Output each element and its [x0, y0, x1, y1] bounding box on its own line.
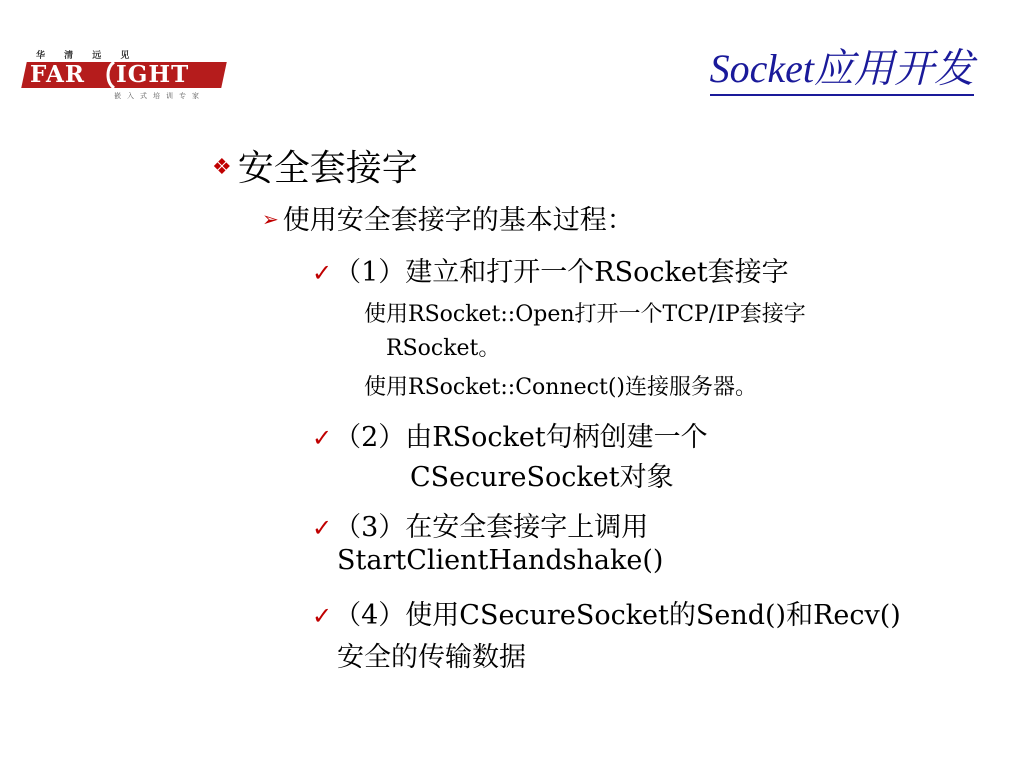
- step-4-continuation: 安全的传输数据: [337, 642, 526, 673]
- arrow-bullet-icon: ➢: [262, 207, 279, 231]
- step-1-detail-3: 使用RSocket::Connect()连接服务器。: [364, 375, 757, 400]
- logo-top-text: 华 清 远 见: [36, 51, 138, 61]
- step-4: [312, 593, 901, 632]
- subheading-text: 使用安全套接字的基本过程：: [282, 205, 634, 236]
- diamond-bullet-icon: ❖: [212, 155, 232, 180]
- logo-swoosh-icon: [104, 60, 116, 90]
- step-1-detail-2: RSocket。: [386, 336, 501, 361]
- farsight-logo: [24, 42, 229, 102]
- check-icon: ✓: [312, 514, 333, 542]
- step-3-text: （3）在安全套接字上调用: [334, 512, 649, 543]
- step-3-continuation: StartClientHandshake(): [337, 545, 664, 576]
- logo-left-text: FAR: [30, 61, 85, 88]
- subheading-line: [262, 198, 634, 237]
- step-2-continuation: CSecureSocket对象: [410, 462, 674, 493]
- heading-text: 安全套接字: [237, 148, 418, 189]
- check-icon: ✓: [312, 259, 333, 287]
- slide-title: Socket应用开发: [710, 44, 974, 96]
- check-icon: ✓: [312, 602, 333, 630]
- step-3: [312, 505, 648, 544]
- step-1: [312, 250, 789, 289]
- step-1-text: （1）建立和打开一个RSocket套接字: [334, 257, 789, 288]
- step-1-detail-1: 使用RSocket::Open打开一个TCP/IP套接字: [364, 302, 806, 327]
- check-icon: ✓: [312, 424, 333, 452]
- heading-line: [212, 140, 418, 191]
- step-2: [312, 415, 708, 454]
- step-2-text: （2）由RSocket句柄创建一个: [334, 422, 708, 453]
- logo-right-text: IGHT: [116, 61, 190, 88]
- step-4-text: （4）使用CSecureSocket的Send()和Recv(): [334, 600, 901, 631]
- logo-bottom-text: 嵌入式培训专家: [114, 92, 205, 100]
